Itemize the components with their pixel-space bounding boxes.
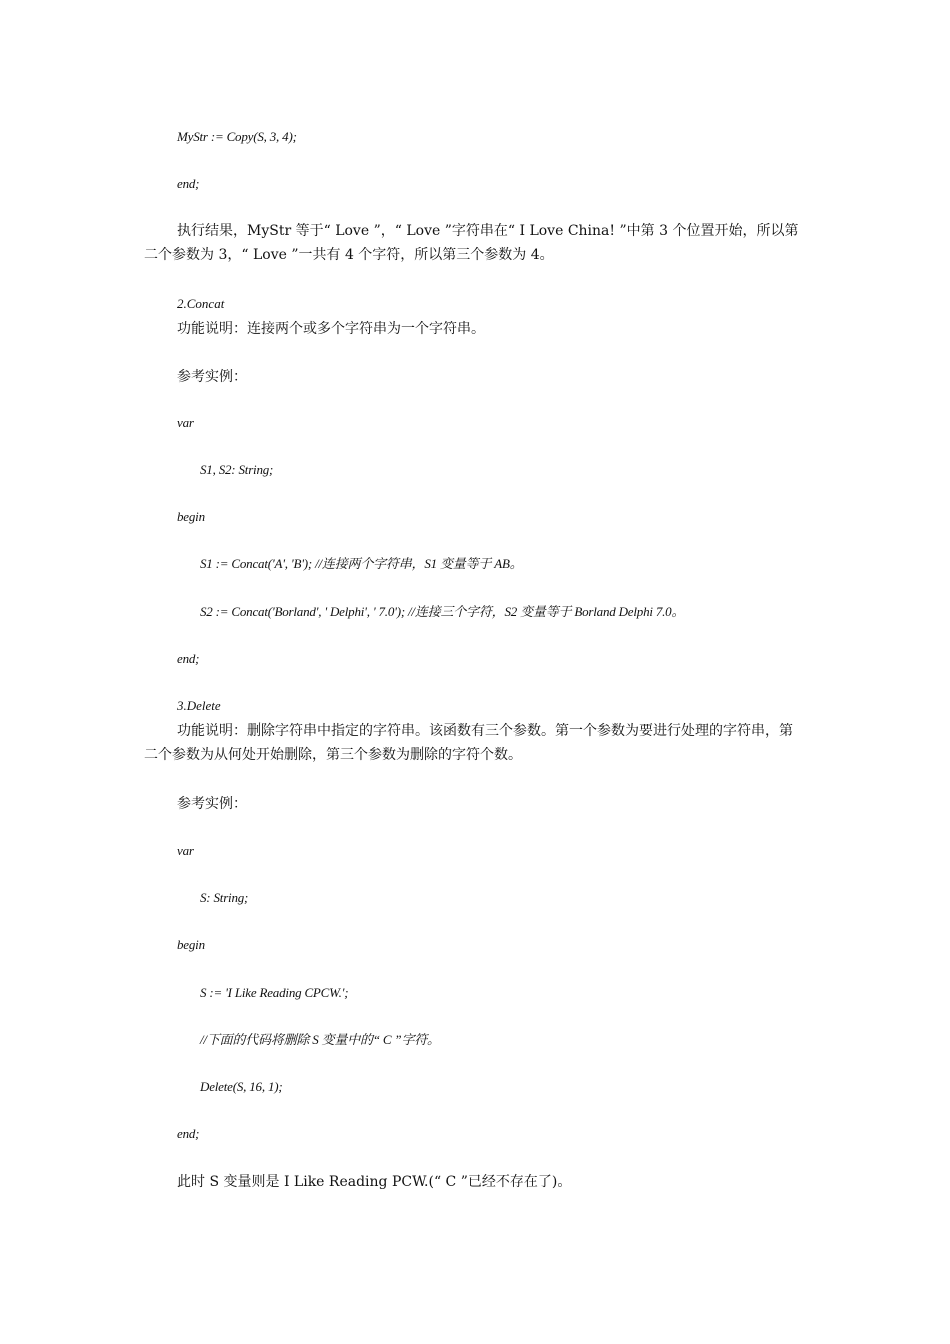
concat-code-begin: begin — [177, 509, 205, 524]
concat-description: 功能说明：连接两个或多个字符串为一个字符串。 — [177, 321, 485, 337]
delete-code-call: Delete(S, 16, 1); — [200, 1079, 283, 1094]
concat-code-decl: S1, S2: String; — [200, 462, 274, 477]
code-copy-line: MyStr := Copy(S, 3, 4); — [177, 129, 297, 144]
concat-code-end: end; — [177, 651, 200, 666]
code-end-line: end; — [177, 176, 200, 191]
delete-code-var: var — [177, 843, 194, 858]
concat-code-line1: S1 := Concat('A', 'B'); //连接两个字符串，S1 变量等于 AB。 — [200, 556, 523, 571]
delete-code-decl: S: String; — [200, 890, 249, 905]
delete-code-begin: begin — [177, 937, 205, 952]
delete-description: 功能说明：删除字符串中指定的字符串。该函数有三个参数。第一个参数为要进行处理的字符串，第二个参数为从何处开始删除，第三个参数为删除的字符个数。 — [144, 723, 793, 763]
delete-example-label: 参考实例： — [177, 796, 247, 812]
concat-example-label: 参考实例： — [177, 369, 247, 385]
delete-code-assign: S := 'I Like Reading CPCW.'; — [200, 985, 349, 1000]
concat-code-line2: S2 := Concat('Borland', ' Delphi', ' 7.0'); //连接三个字符，S2 变量等于 Borland Delphi 7.0。 — [200, 604, 685, 619]
delete-code-comment: //下面的代码将删除 S 变量中的“ C ”字符。 — [200, 1032, 440, 1047]
copy-result-paragraph: 执行结果，MyStr 等于“ Love ”，“ Love ”字符串在“ I Love China! ”中第 3 个位置开始，所以第二个参数为 3，“ Love ”一共有 4 个字符，所以第三个参数为 4。 — [144, 223, 799, 263]
concat-heading: 2.Concat — [177, 296, 225, 311]
delete-heading: 3.Delete — [177, 698, 221, 713]
delete-code-end: end; — [177, 1126, 200, 1141]
delete-result-paragraph: 此时 S 变量则是 I Like Reading PCW.(“ C ”已经不存在了)。 — [177, 1174, 572, 1190]
concat-code-var: var — [177, 415, 194, 430]
